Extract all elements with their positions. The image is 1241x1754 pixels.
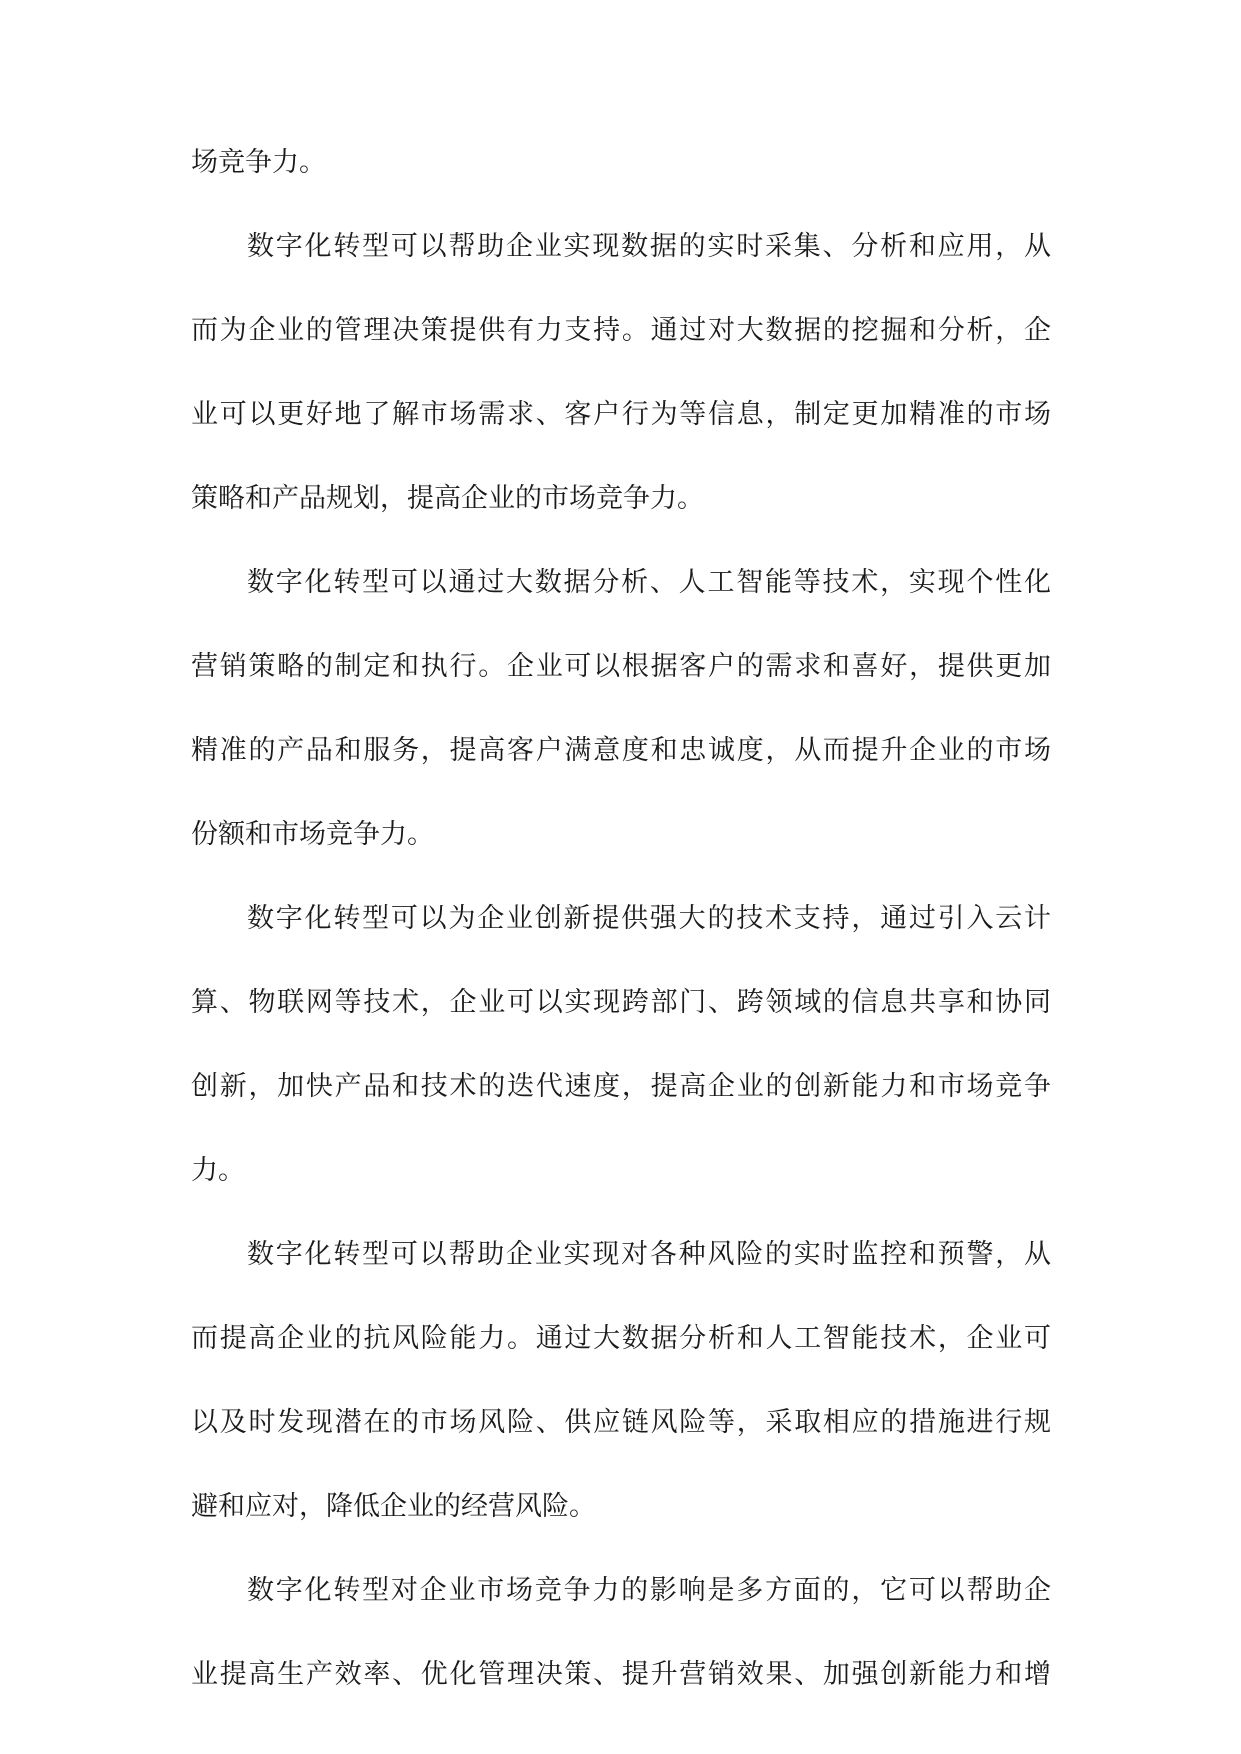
paragraph-line: 数字化转型可以帮助企业实现对各种风险的实时监控和预警，从: [247, 1239, 1051, 1270]
paragraph-line: 避和应对，降低企业的经营风险。: [191, 1491, 596, 1522]
paragraph-line: 营销策略的制定和执行。企业可以根据客户的需求和喜好，提供更加: [191, 651, 1051, 682]
paragraph-line: 数字化转型可以通过大数据分析、人工智能等技术，实现个性化: [247, 567, 1051, 598]
paragraph-line: 而提高企业的抗风险能力。通过大数据分析和人工智能技术，企业可: [191, 1323, 1051, 1354]
paragraph-line: 精准的产品和服务，提高客户满意度和忠诚度，从而提升企业的市场: [191, 735, 1051, 766]
paragraph-line: 创新，加快产品和技术的迭代速度，提高企业的创新能力和市场竞争: [191, 1071, 1051, 1102]
paragraph-line: 业提高生产效率、优化管理决策、提升营销效果、加强创新能力和增: [191, 1659, 1051, 1690]
paragraph-line: 策略和产品规划，提高企业的市场竞争力。: [191, 483, 704, 514]
paragraph-line: 数字化转型可以帮助企业实现数据的实时采集、分析和应用，从: [247, 231, 1051, 262]
paragraph-innovation-support: [191, 898, 1051, 1192]
paragraph-personalized-marketing: [191, 562, 1051, 856]
paragraph-line: 份额和市场竞争力。: [191, 819, 434, 850]
document-body: [191, 142, 1051, 1696]
paragraph-line: 而为企业的管理决策提供有力支持。通过对大数据的挖掘和分析，企: [191, 315, 1051, 346]
paragraph-line: 以及时发现潜在的市场风险、供应链风险等，采取相应的措施进行规: [191, 1407, 1051, 1438]
paragraph-line: 力。: [191, 1155, 245, 1186]
paragraph-line: 数字化转型可以为企业创新提供强大的技术支持，通过引入云计: [247, 903, 1051, 934]
paragraph-line: 算、物联网等技术，企业可以实现跨部门、跨领域的信息共享和协同: [191, 987, 1051, 1018]
paragraph-line: 数字化转型对企业市场竞争力的影响是多方面的，它可以帮助企: [247, 1575, 1051, 1606]
paragraph-summary: [191, 1570, 1051, 1696]
paragraph-continuation: [191, 142, 1051, 184]
paragraph-line: 业可以更好地了解市场需求、客户行为等信息，制定更加精准的市场: [191, 399, 1051, 430]
paragraph-data-decision: [191, 226, 1051, 520]
paragraph-risk-monitoring: [191, 1234, 1051, 1528]
paragraph-line: 场竞争力。: [191, 147, 326, 178]
